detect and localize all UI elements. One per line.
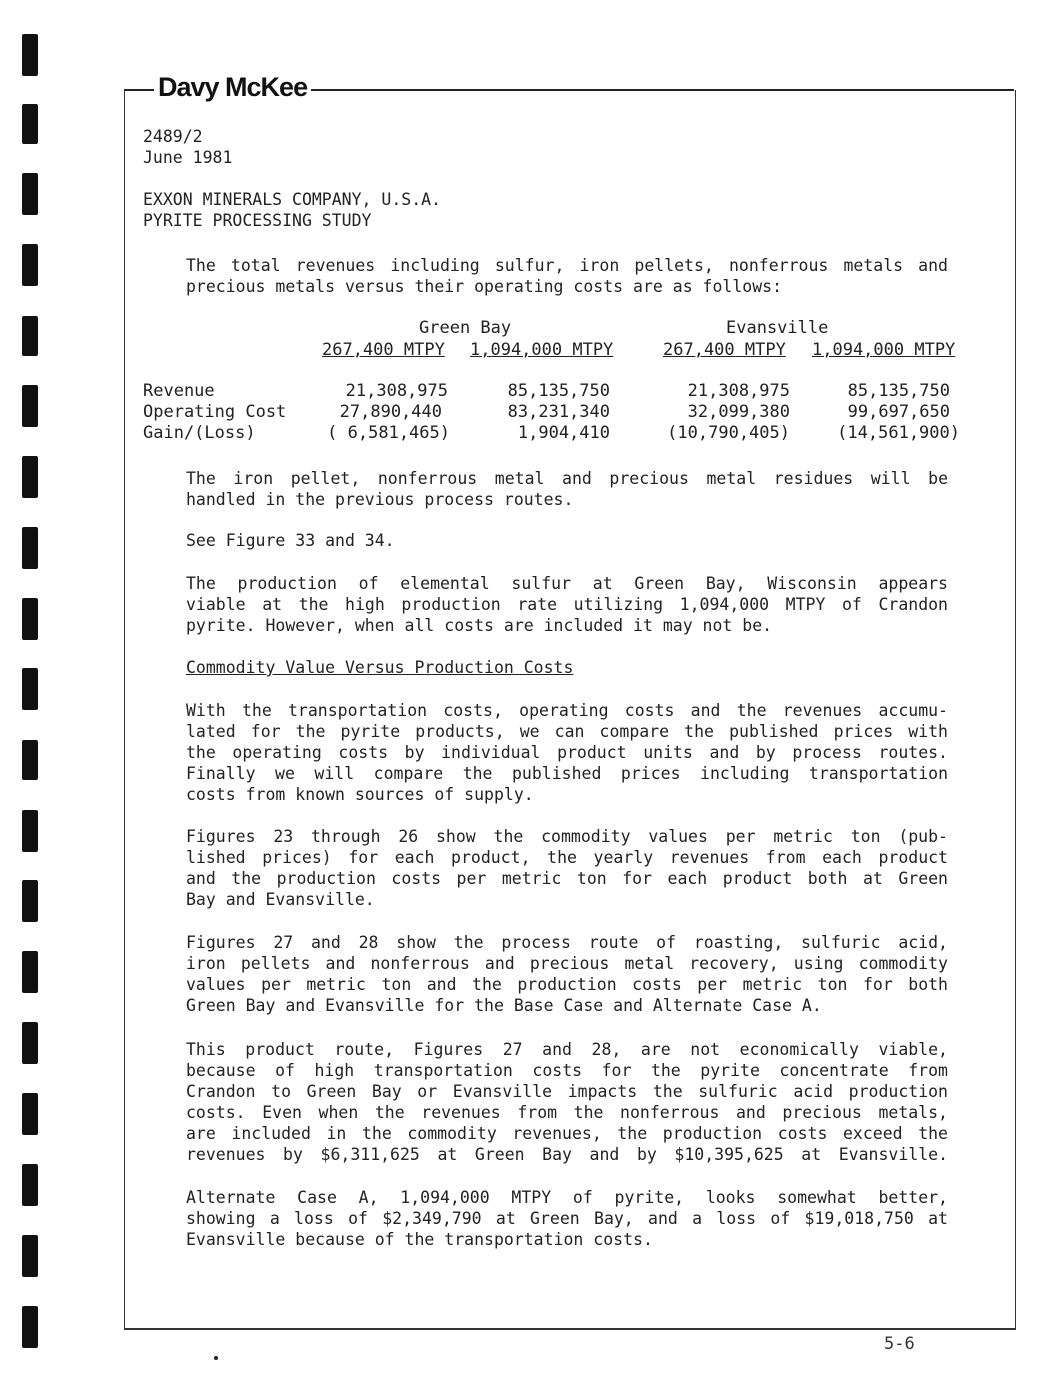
binder-hole — [22, 951, 38, 993]
text-line: Finally we will compare the published prices including transportation — [186, 764, 948, 783]
production-paragraph — [186, 573, 948, 636]
figures-27-28-paragraph — [186, 932, 948, 1016]
table-cell: 32,099,380 — [687, 402, 790, 422]
alternate-case-paragraph — [186, 1187, 948, 1250]
figures-23-26-paragraph — [186, 826, 948, 910]
text-line: Alternate Case A, 1,094,000 MTPY of pyrite, looks somewhat better, — [186, 1188, 948, 1207]
text-line: lished prices) for each product, the yearly revenues from each product — [186, 848, 948, 867]
group-header-evansville: Evansville — [726, 318, 829, 338]
binder-hole — [22, 1164, 38, 1206]
text-line: The production of elemental sulfur at Green Bay, Wisconsin appears — [186, 574, 948, 593]
text-line: This product route, Figures 27 and 28, are not economically viable, — [186, 1040, 948, 1059]
row-label-operating-cost: Operating Cost — [143, 402, 287, 422]
scan-speck — [214, 1356, 218, 1360]
product-route-paragraph — [186, 1039, 948, 1165]
text-line: handled in the previous process routes. — [186, 490, 574, 509]
table-cell: 21,308,975 — [687, 381, 790, 401]
text-line: the operating costs by individual product units and by process routes. — [186, 743, 948, 762]
text-line: values per metric ton and the production costs per metric ton for both — [186, 975, 948, 994]
text-line: lated for the pyrite products, we can compare the published prices with — [186, 722, 948, 741]
binder-hole — [22, 810, 38, 852]
binder-hole — [22, 173, 38, 215]
text-line: costs. Even when the revenues from the nonferrous and precious metals, — [186, 1103, 948, 1122]
binder-hole — [22, 316, 38, 356]
row-label-revenue: Revenue — [143, 381, 215, 401]
binder-hole — [22, 244, 38, 286]
table-cell: 1,904,410 — [517, 423, 610, 443]
table-cell: 85,135,750 — [847, 381, 950, 401]
binder-hole — [22, 1022, 38, 1064]
text-line: revenues by $6,311,625 at Green Bay and by $10,395,625 at Evansville. — [186, 1145, 948, 1164]
table-cell: 27,890,440 — [339, 402, 442, 422]
binder-hole — [22, 668, 38, 710]
text-line: pyrite. However, when all costs are included it may not be. — [186, 616, 773, 635]
binder-hole — [22, 104, 38, 144]
text-line: showing a loss of $2,349,790 at Green Bay, and a loss of $19,018,750 at — [186, 1209, 948, 1228]
doc-number: 2489/2 — [143, 127, 203, 146]
text-line: The total revenues including sulfur, iron pellets, nonferrous metals and — [186, 256, 948, 275]
binder-hole — [22, 740, 38, 780]
transport-paragraph — [186, 700, 948, 805]
text-line: Figures 27 and 28 show the process route of roasting, sulfuric acid, — [186, 933, 948, 952]
page-number: 5-6 — [884, 1334, 915, 1354]
binder-hole — [22, 1306, 38, 1348]
section-heading: Commodity Value Versus Production Costs — [186, 658, 574, 677]
binder-hole — [22, 598, 38, 640]
company-logo: Davy McKee — [154, 72, 311, 103]
text-line: viable at the high production rate utilizing 1,094,000 MTPY of Crandon — [186, 595, 948, 614]
binder-hole — [22, 1093, 38, 1135]
binder-hole — [22, 527, 38, 569]
text-line: and the production costs per metric ton for each product both at Green — [186, 869, 948, 888]
text-line: Evansville because of the transportation costs. — [186, 1230, 653, 1249]
study-title: PYRITE PROCESSING STUDY — [143, 211, 372, 230]
doc-date: June 1981 — [143, 148, 233, 167]
group-header-green-bay: Green Bay — [419, 318, 512, 338]
binder-hole — [22, 385, 38, 427]
column-header: 1,094,000 MTPY — [812, 340, 956, 360]
residues-paragraph — [186, 468, 948, 510]
column-header: 1,094,000 MTPY — [470, 340, 614, 360]
text-line: Crandon to Green Bay or Evansville impacts the sulfuric acid production — [186, 1082, 948, 1101]
table-cell: 83,231,340 — [507, 402, 610, 422]
column-header: 267,400 MTPY — [663, 340, 786, 360]
text-line: costs from known sources of supply. — [186, 785, 534, 804]
text-line: The iron pellet, nonferrous metal and precious metal residues will be — [186, 469, 948, 488]
row-label-gain-loss: Gain/(Loss) — [143, 423, 256, 443]
column-header: 267,400 MTPY — [322, 340, 445, 360]
text-line: iron pellets and nonferrous and precious metal recovery, using commodity — [186, 954, 948, 973]
text-line: are included in the commodity revenues, the production costs exceed the — [186, 1124, 948, 1143]
text-line: With the transportation costs, operating costs and the revenues accumu- — [186, 701, 948, 720]
table-cell: 99,697,650 — [847, 402, 950, 422]
figure-reference: See Figure 33 and 34. — [186, 531, 395, 550]
text-line: Figures 23 through 26 show the commodity values per metric ton (pub- — [186, 827, 948, 846]
text-line: because of high transportation costs for the pyrite concentrate from — [186, 1061, 948, 1080]
intro-paragraph — [186, 255, 948, 297]
binder-hole — [22, 1235, 38, 1277]
table-cell: 85,135,750 — [507, 381, 610, 401]
table-cell: 21,308,975 — [345, 381, 448, 401]
table-cell: (10,790,405) — [667, 423, 790, 443]
binder-hole — [22, 456, 38, 498]
binder-hole — [22, 34, 38, 76]
client-name: EXXON MINERALS COMPANY, U.S.A. — [143, 190, 442, 209]
text-line: Green Bay and Evansville for the Base Case and Alternate Case A. — [186, 996, 822, 1015]
table-cell: ( 6,581,465) — [327, 423, 450, 443]
table-cell: (14,561,900) — [837, 423, 960, 443]
text-line: precious metals versus their operating costs are as follows: — [186, 277, 783, 296]
text-line: Bay and Evansville. — [186, 890, 375, 909]
binder-hole — [22, 880, 38, 922]
